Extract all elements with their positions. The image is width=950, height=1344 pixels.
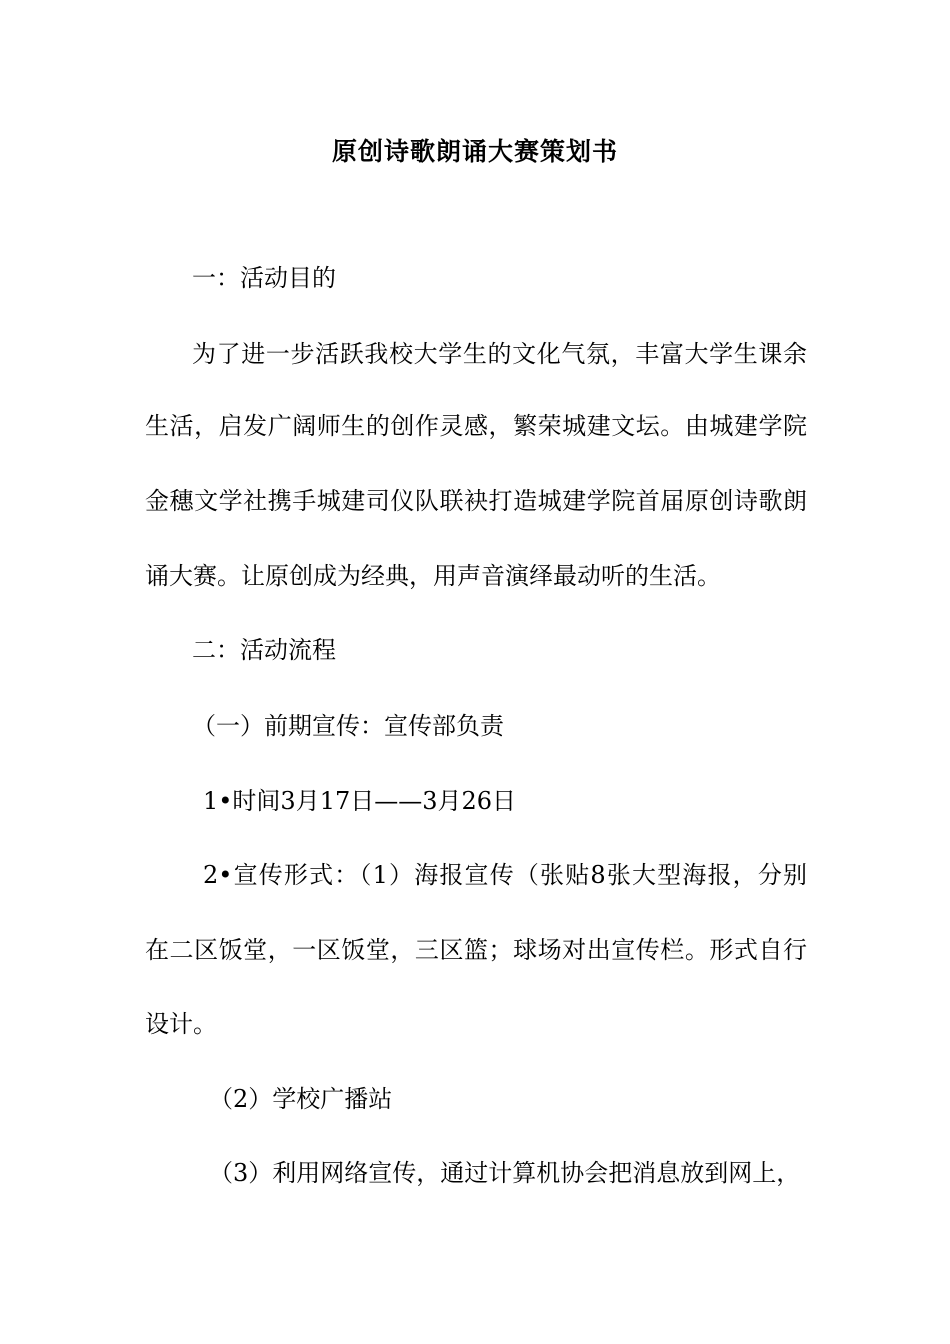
paragraph-line: 生活，启发广阔师生的创作灵感，繁荣城建文坛。由城建学院 xyxy=(145,412,807,440)
list-item: 2•宣传形式：（1）海报宣传（张贴8张大型海报，分别 xyxy=(203,861,807,889)
list-item: （2）学校广播站 xyxy=(209,1085,393,1113)
subsection-heading: （一）前期宣传：宣传部负责 xyxy=(192,712,504,740)
paragraph-line: 诵大赛。让原创成为经典，用声音演绎最动听的生活。 xyxy=(145,562,721,590)
paragraph-line: 设计。 xyxy=(145,1010,217,1038)
paragraph-line: 在二区饭堂，一区饭堂，三区篮；球场对出宣传栏。形式自行 xyxy=(145,936,807,964)
paragraph-line: 为了进一步活跃我校大学生的文化气氛，丰富大学生课余 xyxy=(192,340,807,368)
document-title: 原创诗歌朗诵大赛策划书 xyxy=(331,137,618,166)
list-item: 1•时间3月17日——3月26日 xyxy=(203,787,517,815)
list-item: （3）利用网络宣传，通过计算机协会把消息放到网上， xyxy=(209,1159,801,1187)
section-heading-process: 二：活动流程 xyxy=(192,636,336,664)
paragraph-line: 金穗文学社携手城建司仪队联袂打造城建学院首届原创诗歌朗 xyxy=(145,487,807,515)
section-heading-purpose: 一：活动目的 xyxy=(192,264,336,292)
